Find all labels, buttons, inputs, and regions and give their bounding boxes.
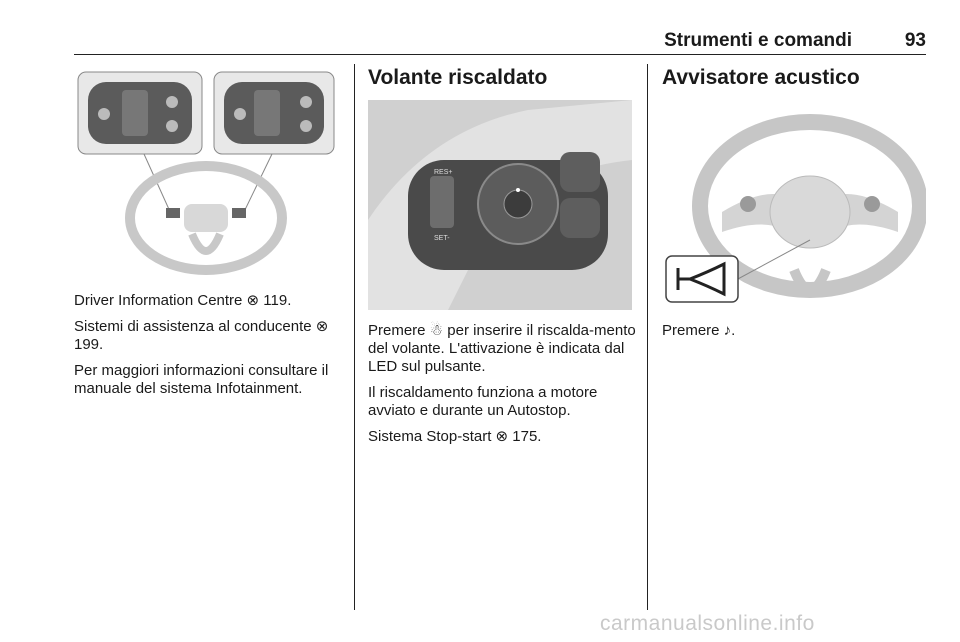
heated-steering-wheel-button-figure xyxy=(368,100,632,310)
section-title-avvisatore: Avvisatore acustico xyxy=(662,66,860,89)
res-label: RES+ xyxy=(434,169,453,176)
paragraph: Premere ☃ per inserire il riscalda-mento del volante. L'attivazione è indicata dal LED sul pulsante. xyxy=(368,322,636,375)
column-divider-2 xyxy=(647,64,648,610)
paragraph: Sistemi di assistenza al conducente ⊗ 199. xyxy=(74,318,329,353)
paragraph: Il riscaldamento funziona a motore avviato e durante un Autostop. xyxy=(368,384,598,419)
paragraph: Premere ♪. xyxy=(662,322,736,339)
page-header xyxy=(74,30,926,52)
set-label: SET- xyxy=(434,235,450,242)
horn-figure xyxy=(662,100,926,310)
steering-wheel-controls-figure xyxy=(74,68,338,280)
paragraph: Driver Information Centre ⊗ 119. xyxy=(74,292,292,309)
section-title-volante: Volante riscaldato xyxy=(368,66,548,89)
col3-text xyxy=(662,322,930,348)
header-title: Strumenti e comandi xyxy=(664,30,852,51)
header-divider xyxy=(74,54,926,55)
paragraph: Per maggiori informazioni consultare il manuale del sistema Infotainment. xyxy=(74,362,329,397)
paragraph: Sistema Stop-start ⊗ 175. xyxy=(368,428,542,445)
col2-text xyxy=(368,322,636,454)
watermark: carmanualsonline.info xyxy=(600,612,815,635)
col1-text xyxy=(74,292,342,406)
page-number: 93 xyxy=(904,30,926,51)
column-divider-1 xyxy=(354,64,355,610)
